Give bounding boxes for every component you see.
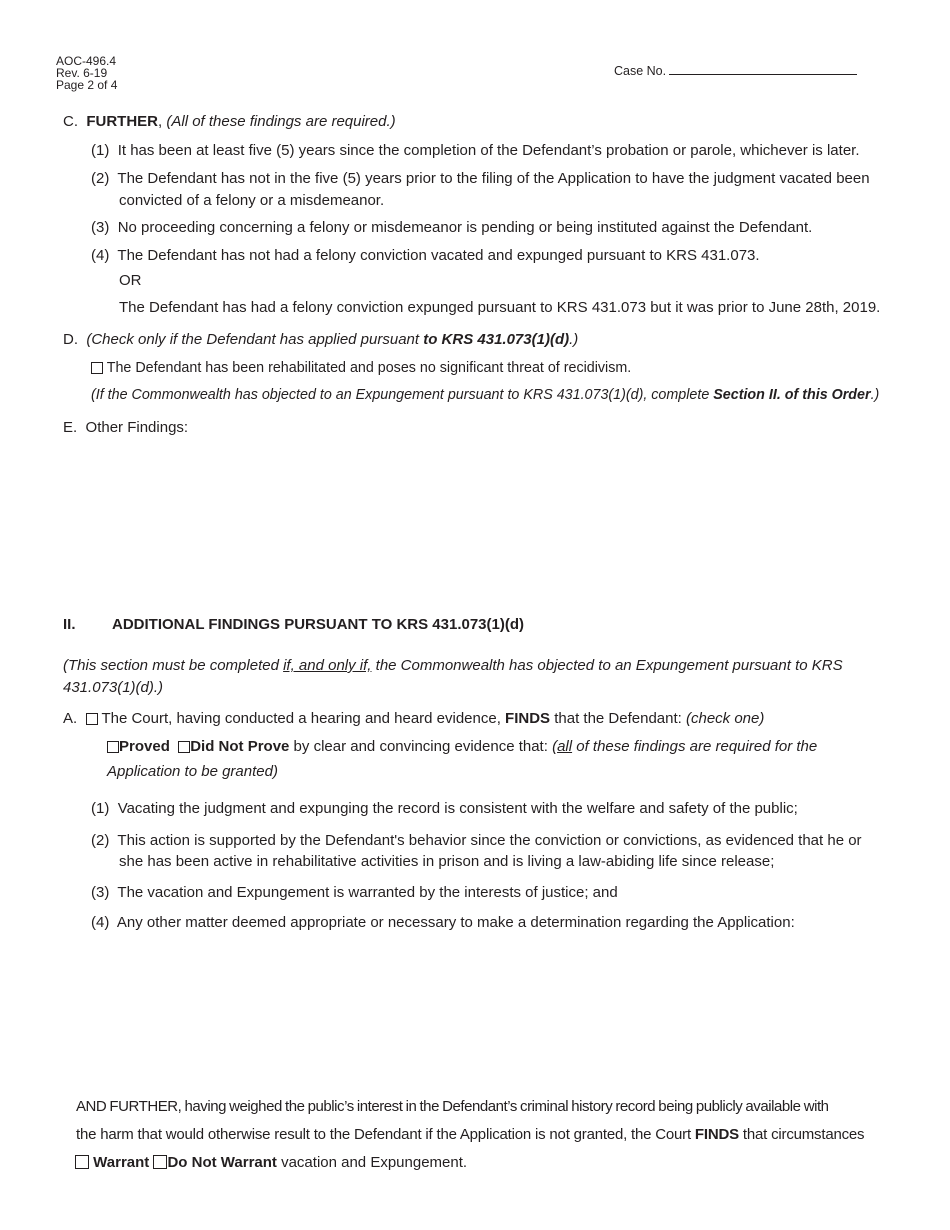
section-ii-a: A. The Court, having conducted a hearing and heard evidence, FINDS that the Defendant: (check one) xyxy=(63,710,765,727)
section-c-item-continued: convicted of a felony or a misdemeanor. xyxy=(119,192,385,209)
section-ii-item-continued: she has been active in rehabilitative activities in prison and is living a law-abiding life since release; xyxy=(119,853,775,870)
section-ii-intro-continued: 431.073(1)(d).) xyxy=(63,679,164,696)
objection-note: (If the Commonwealth has objected to an Expungement pursuant to KRS 431.073(1)(d), complete Section II. of this Order.) xyxy=(91,387,880,403)
proof-options-continued: Application to be granted) xyxy=(107,763,278,780)
warrant-label: Warrant xyxy=(93,1154,150,1171)
section-e-heading xyxy=(63,419,188,437)
proof-options: Proved Did Not Prove by clear and convincing evidence that: (all of these findings are required for the xyxy=(107,738,817,756)
did-not-prove-checkbox[interactable] xyxy=(178,741,190,753)
section-c-heading: C. FURTHER, (All of these findings are required.) xyxy=(63,113,396,130)
case-no-field[interactable] xyxy=(614,65,857,77)
section-c-title: FURTHER xyxy=(86,113,159,130)
other-matter-area[interactable] xyxy=(86,940,886,1080)
and-further-line-1: AND FURTHER, having weighed the public’s interest in the Defendant’s criminal history record being publicly available with xyxy=(76,1098,829,1115)
other-findings-label: Other Findings: xyxy=(85,419,189,436)
do-not-warrant-label: Do Not Warrant xyxy=(167,1154,277,1171)
section-c-note: (All of these findings are required.) xyxy=(166,113,396,130)
section-d-letter: D. xyxy=(63,331,78,348)
form-revision: Rev. 6-19 xyxy=(56,66,108,80)
section-c-letter: C. xyxy=(63,113,78,130)
proved-checkbox[interactable] xyxy=(107,741,119,753)
section-c-item: (2) The Defendant has not in the five (5) years prior to the filing of the Application to have the judgment vacated been xyxy=(91,170,870,187)
section-ii-a-letter: A. xyxy=(63,710,78,727)
page-number: Page 2 of 4 xyxy=(56,78,118,92)
proved-label: Proved xyxy=(119,738,170,755)
warrant-checkbox[interactable] xyxy=(75,1155,89,1169)
case-no-label: Case No. xyxy=(614,64,667,78)
warrant-options: Warrant Do Not Warrant vacation and Expungement. xyxy=(75,1154,467,1172)
did-not-prove-label: Did Not Prove xyxy=(190,738,290,755)
section-ii-item: (4) Any other matter deemed appropriate or necessary to make a determination regarding the Application: xyxy=(91,914,795,931)
section-c-item: (4) The Defendant has not had a felony conviction vacated and expunged pursuant to KRS 431.073. xyxy=(91,247,760,264)
rehabilitated-label: The Defendant has been rehabilitated and poses no significant threat of recidivism. xyxy=(106,360,632,376)
section-c-item: (3) No proceeding concerning a felony or misdemeanor is pending or being instituted against the Defendant. xyxy=(91,219,813,236)
section-c-item: (1) It has been at least five (5) years since the completion of the Defendant’s probation or parole, whichever is later. xyxy=(91,142,860,159)
section-ii-item: (1) Vacating the judgment and expunging the record is consistent with the welfare and safety of the public; xyxy=(91,800,798,817)
alt-finding-text: The Defendant has had a felony conviction expunged pursuant to KRS 431.073 but it was prior to June 28th, 2019. xyxy=(119,299,881,316)
or-separator: OR xyxy=(119,272,142,289)
section-ii-item: (3) The vacation and Expungement is warranted by the interests of justice; and xyxy=(91,884,618,901)
form-id: AOC-496.4 xyxy=(56,54,117,68)
and-further-line-2: the harm that would otherwise result to the Defendant if the Application is not granted, the Court FINDS that circumstances xyxy=(76,1126,865,1143)
section-ii-item: (2) This action is supported by the Defendant's behavior since the conviction or convictions, as evidenced that he or xyxy=(91,832,862,849)
section-e-letter: E. xyxy=(63,419,78,436)
case-no-line[interactable] xyxy=(669,65,857,75)
other-findings-area[interactable] xyxy=(86,440,886,600)
rehabilitated-option[interactable] xyxy=(91,360,631,377)
section-ii-intro: (This section must be completed if, and only if, the Commonwealth has objected to an Expungement pursuant to KRS xyxy=(63,657,843,674)
hearing-checkbox[interactable] xyxy=(86,713,98,725)
section-d-heading: D. (Check only if the Defendant has applied pursuant to KRS 431.073(1)(d).) xyxy=(63,331,579,348)
do-not-warrant-checkbox[interactable] xyxy=(153,1155,167,1169)
section-ii-title: ADDITIONAL FINDINGS PURSUANT TO KRS 431.073(1)(d) xyxy=(112,616,524,633)
section-ii-numeral: II. xyxy=(63,616,76,633)
rehabilitated-checkbox[interactable] xyxy=(91,362,103,374)
